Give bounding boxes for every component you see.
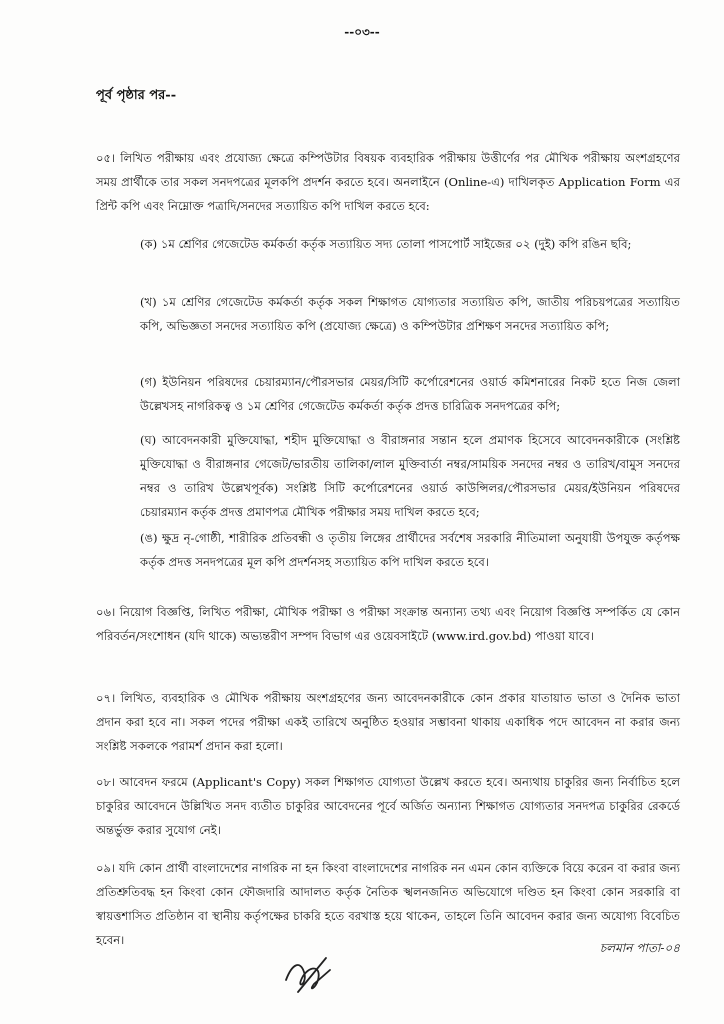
section-09: ০৯। যদি কোন প্রার্থী বাংলাদেশের নাগরিক না হন কিংবা বাংলাদেশের নাগরিক নন এমন কোন ব্যক্তিকে বিয়ে করেন বা করার জন্য প্রতিশ্রুতিবদ্ধ হন কিংবা কোন ফৌজদারি আদালত কর্তৃক নৈতিক স্খলনজনিত অভিযোগে দণ্ডিত হন কিংবা কোন সরকারি বা স্বায়ত্তশাসিত প্রতিষ্ঠান বা স্থানীয় কর্তৃপক্ষের চাকরি হতে বরখাস্ত হয়ে থাকেন, তাহলে তিনি আবেদন করার জন্য অযোগ্য বিবেচিত হবেন। bbox=[96, 861, 680, 947]
section-06: ০৬। নিয়োগ বিজ্ঞপ্তি, লিখিত পরীক্ষা, মৌখিক পরীক্ষা ও পরীক্ষা সংক্রান্ত অন্যান্য তথ্য এবং নিয়োগ বিজ্ঞপ্তি সম্পর্কিত যে কোন পরিবর্তন/সংশোধন (যদি থাকে) অভ্যন্তরীণ সম্পদ বিভাগ এর ওয়েবসাইটে (www.ird.gov.bd) পাওয়া যাবে। bbox=[96, 605, 680, 643]
section-05-item-ka: (ক) ১ম শ্রেণির গেজেটেড কর্মকর্তা কর্তৃক সত্যায়িত সদ্য তোলা পাসপোর্ট সাইজের ০২ (দুই) কপি রঙিন ছবি; bbox=[140, 237, 632, 251]
section-05-item-gha: (ঘ) আবেদনকারী মুক্তিযোদ্ধা, শহীদ মুক্তিযোদ্ধা ও বীরাঙ্গনার সন্তান হলে প্রমাণক হিসেবে আবেদনকারীকে (সংশ্লিষ্ট মুক্তিযোদ্ধা ও বীরাঙ্গনার গেজেট/ভারতীয় তালিকা/লাল মুক্তিবার্তা নম্বর/সাময়িক সনদের নম্বর ও তারিখ/বামুস সনদের নম্বর ও তারিখ উল্লেখপূর্বক) সংশ্লিষ্ট সিটি কর্পোরেশনের ওয়ার্ড কাউন্সিলর/পৌরসভার মেয়র/ইউনিয়ন পরিষদের চেয়ারম্যান কর্তৃক প্রদত্ত প্রমাণপত্র মৌখিক পরীক্ষার সময় দাখিল করতে হবে; bbox=[140, 433, 680, 519]
signature-mark bbox=[278, 950, 348, 1000]
continuation-note: চলমান পাতা-০৪ bbox=[599, 941, 680, 955]
section-05-item-kha: (খ) ১ম শ্রেণির গেজেটেড কর্মকর্তা কর্তৃক সকল শিক্ষাগত যোগ্যতার সত্যায়িত কপি, জাতীয় পরিচয়পত্রের সত্যায়িত কপি, অভিজ্ঞতা সনদের সত্যায়িত কপি (প্রযোজ্য ক্ষেত্রে) ও কম্পিউটার প্রশিক্ষণ সনদের সত্যায়িত কপি; bbox=[140, 295, 680, 333]
section-05-item-umo: (ঙ) ক্ষুদ্র নৃ-গোষ্ঠী, শারীরিক প্রতিবন্ধী ও তৃতীয় লিঙ্গের প্রার্থীদের সর্বশেষ সরকারি নীতিমালা অনুযায়ী উপযুক্ত কর্তৃপক্ষ কর্তৃক প্রদত্ত সনদপত্রের মূল কপি প্রদর্শনসহ সত্যায়িত কপি দাখিল করতে হবে। bbox=[140, 531, 680, 569]
section-08: ০৮। আবেদন ফরমে (Applicant's Copy) সকল শিক্ষাগত যোগ্যতা উল্লেখ করতে হবে। অন্যথায় চাকুরির জন্য নির্বাচিত হলে চাকুরির আবেদনে উল্লিখিত সনদ ব্যতীত চাকুরির আবেদনের পূর্বে অর্জিত অন্যান্য শিক্ষাগত যোগ্যতার সনদপত্র চাকুরির রেকর্ডে অন্তর্ভুক্ত করার সুযোগ নেই। bbox=[96, 775, 680, 837]
section-05-intro: ০৫। লিখিত পরীক্ষায় এবং প্রযোজ্য ক্ষেত্রে কম্পিউটার বিষয়ক ব্যবহারিক পরীক্ষায় উত্তীর্ণের পর মৌখিক পরীক্ষায় অংশগ্রহণের সময় প্রার্থীকে তার সকল সনদপত্রের মূলকপি প্রদর্শন করতে হবে। অনলাইনে (Online-এ) দাখিলকৃত Application Form এর প্রিন্ট কপি এবং নিম্নোক্ত পত্রাদি/সনদের সত্যায়িত কপি দাখিল করতে হবে: bbox=[96, 151, 680, 213]
section-05-item-ga: (গ) ইউনিয়ন পরিষদের চেয়ারম্যান/পৌরসভার মেয়র/সিটি কর্পোরেশনের ওয়ার্ড কমিশনারের নিকট হতে নিজ জেলা উল্লেখসহ নাগরিকত্ব ও ১ম শ্রেণির গেজেটেড কর্মকর্তা কর্তৃক প্রদত্ত চারিত্রিক সনদপত্রের কপি; bbox=[140, 375, 680, 413]
continued-from-previous-label: পূর্ব পৃষ্ঠার পর-- bbox=[96, 88, 177, 103]
page-number: --০৩-- bbox=[344, 25, 380, 39]
section-07: ০৭। লিখিত, ব্যবহারিক ও মৌখিক পরীক্ষায় অংশগ্রহণের জন্য আবেদনকারীকে কোন প্রকার যাতায়াত ভাতা ও দৈনিক ভাতা প্রদান করা হবে না। সকল পদের পরীক্ষা একই তারিখে অনুষ্ঠিত হওয়ার সম্ভাবনা থাকায় একাধিক পদে আবেদন না করার জন্য সংশ্লিষ্ট সকলকে পরামর্শ প্রদান করা হলো। bbox=[96, 691, 680, 753]
